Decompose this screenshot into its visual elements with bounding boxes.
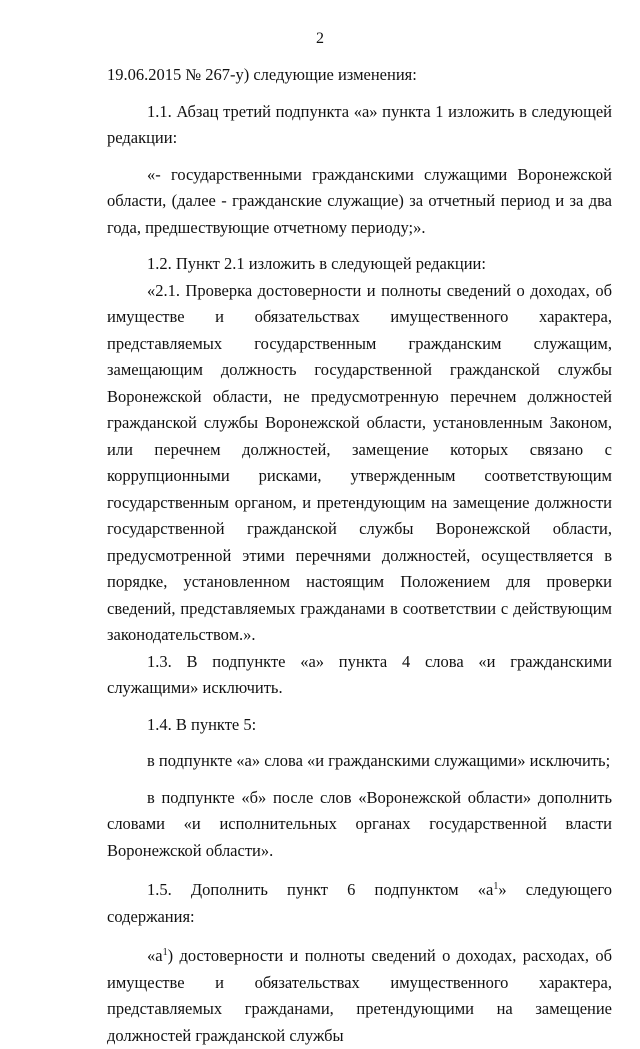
superscript: 1 bbox=[162, 947, 168, 958]
paragraph-1-5 bbox=[107, 874, 612, 930]
paragraph-1-5-end: » следующего содержания: bbox=[107, 880, 612, 926]
paragraph-1-5-text bbox=[107, 940, 612, 1049]
paragraph-1-2-text: «2.1. Проверка достоверности и полноты сведений о доходах, об имуществе и обязательствах имущественного характера, представляемых государственным гражданским служащим, замещающим должность государственной гражданской службы Воронежской области, не предусмотренную перечнем должностей гражданской службы Воронежской области, установленным Законом, или перечнем должностей, замещение которых связано с коррупционными рисками, утвержденным соответствующим государственным органом, и претендующим на замещение должности государственной гражданской службы Воронежской области, предусмотренной этими перечнями должностей, осуществляется в порядке, установленном настоящим Положением для проверки сведений, представляемых гражданами в соответствии с действующим законодательством.». bbox=[107, 280, 612, 644]
paragraph-intro: 19.06.2015 № 267-у) следующие изменения: bbox=[107, 65, 417, 84]
paragraph-1-5-text-start: «а bbox=[147, 946, 163, 965]
paragraph-1-1: 1.1. Абзац третий подпункта «а» пункта 1 изложить в следующей редакции: bbox=[107, 101, 612, 147]
paragraph-1-5-text-end: ) достоверности и полноты сведений о доходах, расходах, об имуществе и обязательствах имущественного характера, представляемых гражданами, претендующими на замещение должностей гражданской службы bbox=[107, 946, 612, 1045]
paragraph-1-4-a: в подпункте «а» слова «и гражданскими служащими» исключить; bbox=[147, 751, 611, 770]
paragraph-1-3: 1.3. В подпункте «а» пункта 4 слова «и гражданскими служащими» исключить. bbox=[107, 651, 612, 697]
paragraph-1-2: 1.2. Пункт 2.1 изложить в следующей редакции: bbox=[147, 254, 486, 273]
paragraph-1-1-text: «- государственными гражданскими служащими Воронежской области, (далее - гражданские служащие) за отчетный период и за два года, предшествующие отчетному периоду;». bbox=[107, 164, 612, 237]
document-body bbox=[107, 62, 612, 1049]
paragraph-1-4-b: в подпункте «б» после слов «Воронежской области» дополнить словами «и исполнительных органах государственной власти Воронежской области». bbox=[107, 787, 612, 860]
superscript: 1 bbox=[493, 881, 499, 892]
paragraph-1-5-start: 1.5. Дополнить пункт 6 подпунктом «а bbox=[147, 880, 494, 899]
paragraph-1-4: 1.4. В пункте 5: bbox=[147, 714, 257, 734]
page-number: 2 bbox=[316, 30, 324, 47]
